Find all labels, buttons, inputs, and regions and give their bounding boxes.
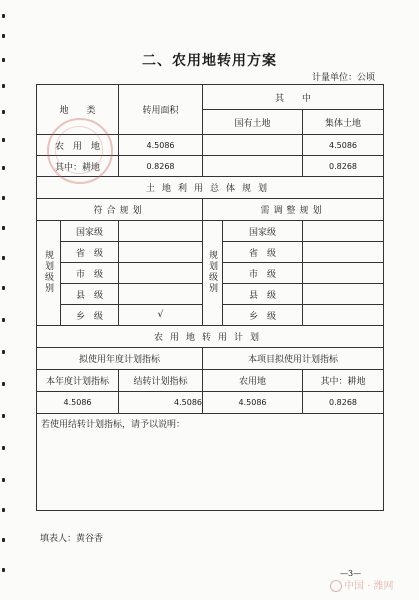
proposed-header: 拟使用年度计划指标: [37, 348, 203, 370]
farmland-header: 农用地: [203, 370, 303, 392]
project-header: 本项目拟使用计划指标: [203, 348, 384, 370]
area-value: 0.8268: [119, 156, 203, 177]
conform-mark: √: [119, 305, 203, 326]
row-label: 农 用 地: [37, 135, 119, 156]
level-label: 国家级: [223, 221, 303, 242]
cultivated-value: 0.8268: [303, 392, 384, 414]
collective-value: 0.8268: [303, 156, 384, 177]
adjust-header: 需调整规划: [203, 199, 384, 221]
row-label: 其中：耕地: [37, 156, 119, 177]
binding-holes: [0, 0, 10, 600]
collective-land-header: 集体土地: [303, 110, 384, 135]
plan-level-label-left: [37, 221, 61, 326]
page-title: 二、农用地转用方案: [142, 53, 277, 69]
level-label: 县 级: [61, 284, 119, 305]
cultivated-header: 其中：耕地: [303, 370, 384, 392]
current-year-header: 本年度计划指标: [37, 370, 119, 392]
carry-over-value: 4.5086: [119, 392, 203, 414]
converted-area-header: 转用面积: [119, 85, 203, 135]
table-row: [37, 85, 384, 110]
collective-value: 4.5086: [303, 135, 384, 156]
plan-level-text: 规划级别: [207, 249, 218, 294]
carry-over-header: 结转计划指标: [119, 370, 203, 392]
conform-mark: [119, 284, 203, 305]
note-text: 若使用结转计划指标，请予以说明：: [41, 420, 186, 430]
level-label: 市 级: [223, 263, 303, 284]
land-type-header: 地 类: [37, 85, 119, 135]
unit-label: 计量单位：公顷: [311, 73, 375, 83]
level-label: 乡 级: [223, 305, 303, 326]
adjust-mark: [303, 221, 384, 242]
watermark-logo-icon: [330, 580, 342, 592]
current-year-value: 4.5086: [37, 392, 119, 414]
table-row: [37, 199, 384, 221]
watermark: [330, 577, 394, 592]
table-row: [37, 326, 384, 348]
area-value: 4.5086: [119, 135, 203, 156]
farmland-value: 4.5086: [203, 392, 303, 414]
level-label: 乡 级: [61, 305, 119, 326]
table-row: [37, 370, 384, 392]
level-label: 省 级: [61, 242, 119, 263]
note-cell: [37, 414, 384, 511]
state-value: [203, 156, 303, 177]
table-row: [37, 414, 384, 511]
adjust-mark: [303, 305, 384, 326]
plan-level-text: 规划级别: [43, 249, 53, 294]
table-row: [37, 221, 384, 242]
table-row: [37, 348, 384, 370]
official-seal: [47, 118, 113, 184]
plan-section-title: 土地利用总体规划: [37, 177, 384, 199]
plan-level-label-right: [203, 221, 223, 326]
table-row: [37, 392, 384, 414]
level-label: 市 级: [61, 263, 119, 284]
conform-mark: [119, 263, 203, 284]
adjust-mark: [303, 263, 384, 284]
watermark-text: 中国 · 潍网: [344, 581, 394, 592]
conform-mark: [119, 221, 203, 242]
conversion-section-title: 农用地转用计划: [37, 326, 384, 348]
adjust-mark: [303, 242, 384, 263]
state-value: [203, 135, 303, 156]
level-label: 县 级: [223, 284, 303, 305]
of-which-header: 其 中: [203, 85, 384, 110]
adjust-mark: [303, 284, 384, 305]
conform-header: 符合规划: [37, 199, 203, 221]
filler-name: 填表人：黄谷香: [40, 534, 104, 544]
conform-mark: [119, 242, 203, 263]
page-number: —3—: [340, 569, 362, 578]
level-label: 省 级: [223, 242, 303, 263]
level-label: 国家级: [61, 221, 119, 242]
state-land-header: 国有土地: [203, 110, 303, 135]
